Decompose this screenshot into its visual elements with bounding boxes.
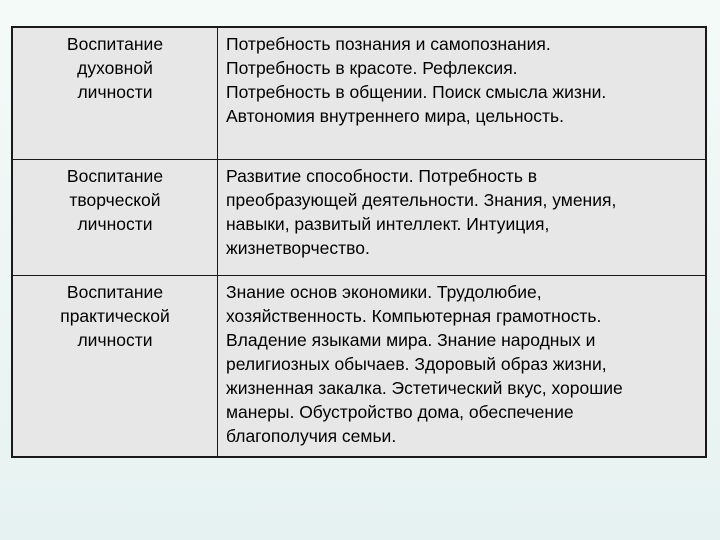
description-line: Потребность в общении. Поиск смысла жизни. — [226, 82, 607, 102]
description-line: Потребность в красоте. Рефлексия. — [226, 58, 518, 78]
label-line: духовной — [77, 58, 153, 78]
description-line: манеры. Обустройство дома, обеспечение — [226, 401, 574, 422]
description-line: Владение языками мира. Знание народных и — [226, 329, 596, 350]
description-line: навыки, развитый интеллект. Интуиция, — [226, 213, 550, 234]
label-line: практической — [60, 305, 170, 326]
label-line: Воспитание — [66, 281, 164, 302]
description-line: Автономия внутреннего мира, цельность. — [226, 106, 564, 126]
label-line: личности — [77, 213, 153, 234]
table-row — [12, 275, 706, 457]
label-line: личности — [77, 329, 153, 350]
label-line: личности — [77, 82, 153, 102]
row-label — [12, 159, 218, 275]
description-line: Развитие способности. Потребность в — [226, 165, 538, 186]
description-line: преобразующей деятельности. Знания, умения, — [226, 189, 617, 210]
label-line: творческой — [69, 189, 161, 210]
table-row — [12, 159, 706, 275]
description-line: жизнетворчество. — [226, 237, 370, 258]
row-label — [12, 27, 218, 159]
table-row — [12, 27, 706, 159]
description-line: хозяйственность. Компьютерная грамотность. — [226, 305, 602, 326]
education-table — [11, 26, 707, 458]
description-line: Знание основ экономики. Трудолюбие, — [226, 281, 542, 302]
row-description — [218, 159, 707, 275]
description-line: религиозных обычаев. Здоровый образ жизни, — [226, 353, 607, 374]
description-line: Потребность познания и самопознания. — [226, 34, 551, 54]
label-line: Воспитание — [66, 34, 164, 54]
row-label — [12, 275, 218, 457]
label-line: Воспитание — [66, 165, 164, 186]
description-line: жизненная закалка. Эстетический вкус, хорошие — [226, 377, 623, 398]
row-description — [218, 275, 707, 457]
row-description — [218, 27, 707, 159]
description-line: благополучия семьи. — [226, 425, 397, 446]
